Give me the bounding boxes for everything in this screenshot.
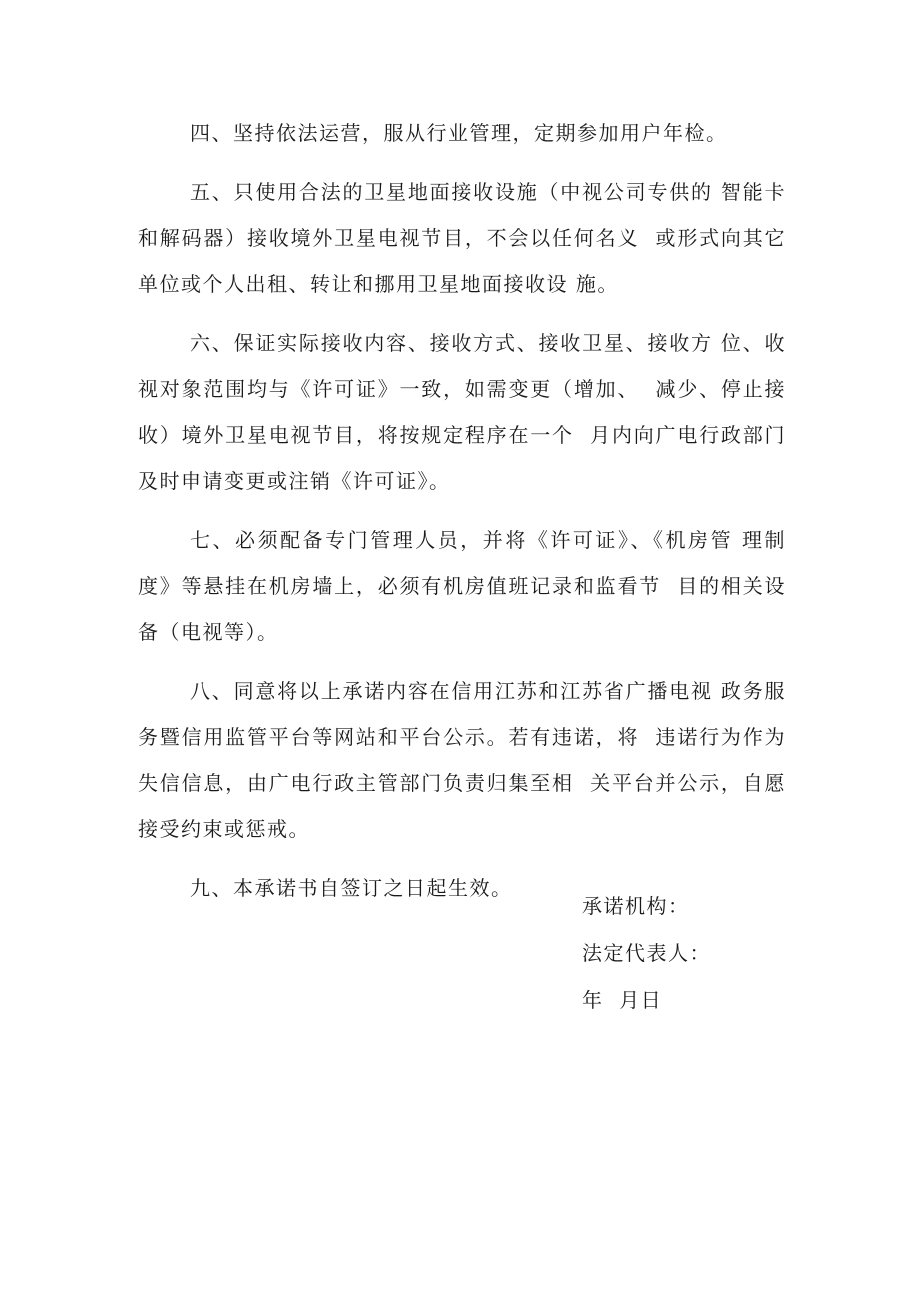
clause-seven: 七、必须配备专门管理人员，并将《许可证》、《机房管 理制度》等悬挂在机房墙上，必须有机房值班记录和监看节 目的相关设备（电视等）。 — [138, 528, 786, 644]
signature-block — [582, 883, 802, 1024]
commitment-body — [138, 110, 786, 924]
signature-representative-label: 法定代表人： — [582, 941, 711, 965]
clause-nine: 九、本承诺书自签订之日起生效。 — [190, 876, 513, 900]
clause-five: 五、只使用合法的卫星地面接收设施（中视公司专供的 智能卡和解码器）接收境外卫星电视节目，不会以任何名义 或形式向其它单位或个人出租、转让和挪用卫星地面接收设 施。 — [138, 180, 786, 296]
clause-four: 四、坚持依法运营，服从行业管理，定期参加用户年检。 — [190, 121, 728, 145]
signature-date-label: 年 月日 — [582, 988, 663, 1012]
clause-eight: 八、同意将以上承诺内容在信用江苏和江苏省广播电视 政务服务暨信用监管平台等网站和平台公示。若有违诺，将 违诺行为作为失信信息，由广电行政主管部门负责归集至相 关平台并公示，自愿接受约束或惩戒。 — [138, 679, 786, 841]
signature-institution-label: 承诺机构： — [582, 894, 690, 918]
clause-six: 六、保证实际接收内容、接收方式、接收卫星、接收方 位、收视对象范围均与《许可证》一致，如需变更（增加、 减少、停止接收）境外卫星电视节目，将按规定程序在一个 月内向广电行政部门及时申请变更或注销《许可证》。 — [138, 331, 786, 493]
